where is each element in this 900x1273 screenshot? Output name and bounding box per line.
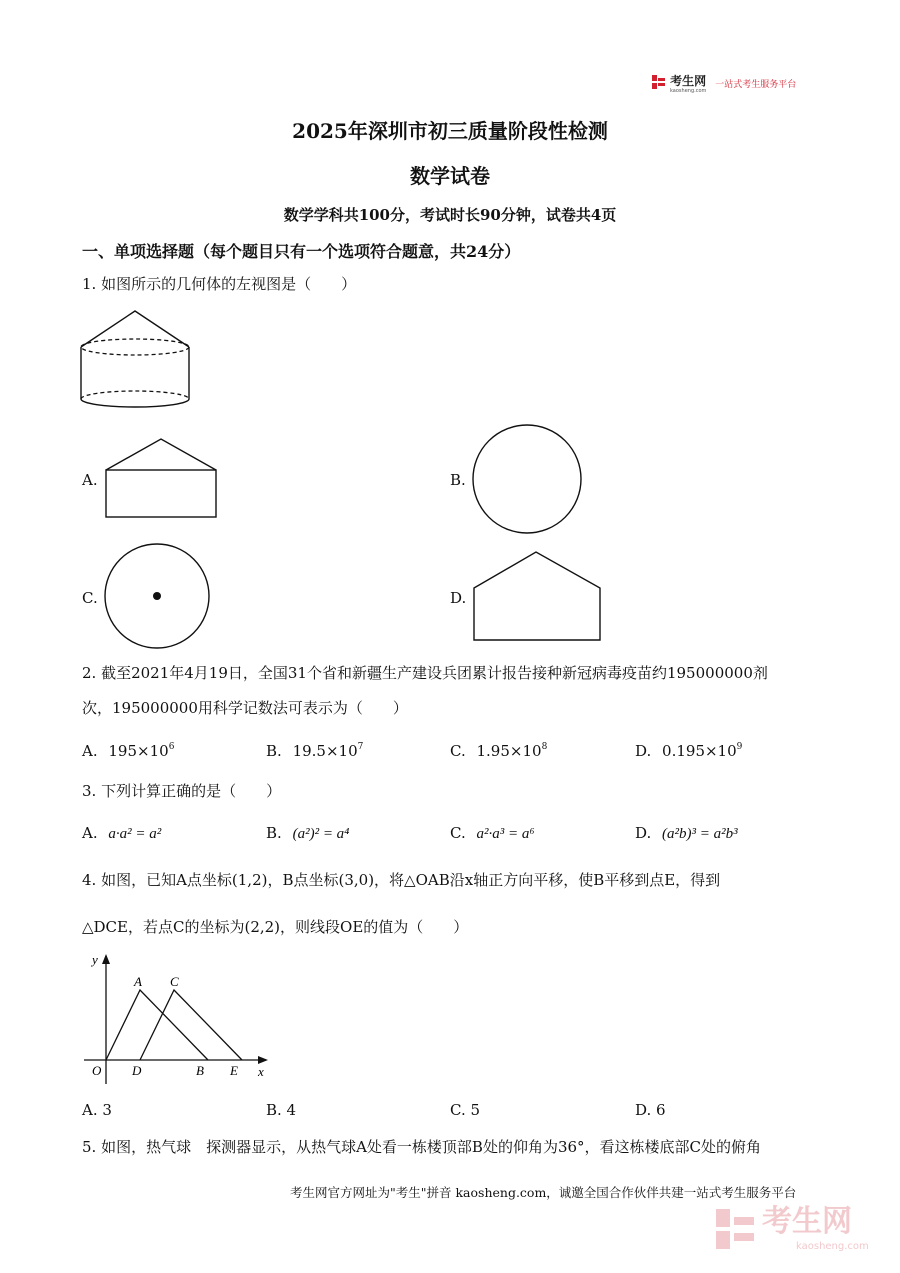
q1-solid-figure — [76, 306, 200, 414]
q4-option-d[interactable]: D. 6 — [635, 1101, 666, 1119]
q1-option-d-figure[interactable] — [470, 548, 606, 644]
question-5: 5. 如图，热气球 探测器显示，从热气球A处看一栋楼顶部B处的仰角为36°，看这栋楼底部C处的俯角 — [82, 1138, 762, 1156]
question-4-line-1: 4. 如图，已知A点坐标(1,2)，B点坐标(3,0)，将△OAB沿x轴正方向平移，使B平移到点E，得到 — [82, 871, 721, 889]
question-2-line-2: 次，195000000用科学记数法可表示为（ ） — [82, 699, 408, 717]
exam-title: 2025年深圳市初三质量阶段性检测 — [292, 119, 608, 143]
q4-option-a[interactable]: A. 3 — [82, 1101, 112, 1119]
q2-option-d-base: 0.195×10 — [662, 742, 737, 760]
exam-info: 数学学科共100分，考试时长90分钟，试卷共4页 — [283, 206, 617, 224]
section-heading: 一、单项选择题（每个题目只有一个选项符合题意，共24分） — [82, 242, 521, 261]
logo-mark-icon — [652, 74, 665, 90]
question-2-line-1: 2. 截至2021年4月19日，全国31个省和新疆生产建设兵团累计报告接种新冠病毒疫苗约195000000剂 — [82, 664, 768, 682]
question-1: 1. 如图所示的几何体的左视图是（ ） — [82, 275, 357, 293]
q2-option-c[interactable] — [450, 741, 547, 761]
axis-y-label: y — [92, 952, 98, 967]
q3-option-b-label: B. — [266, 824, 282, 842]
exam-subtitle: 数学试卷 — [410, 164, 490, 188]
watermark-text: 考生网 — [762, 1204, 852, 1239]
point-a-label: A — [134, 974, 142, 989]
q3-option-b[interactable] — [266, 823, 349, 844]
q2-option-b-base: 19.5×10 — [292, 742, 358, 760]
logo-domain: kaosheng.com — [670, 88, 707, 94]
watermark-domain: kaosheng.com — [796, 1241, 869, 1252]
q1-option-c-label[interactable]: C. — [82, 589, 98, 607]
q3-option-d[interactable] — [635, 823, 738, 844]
q3-option-d-label: D. — [635, 824, 652, 842]
q1-option-a-figure[interactable] — [102, 436, 222, 522]
question-3: 3. 下列计算正确的是（ ） — [82, 782, 282, 800]
q2-option-b-exp: 7 — [357, 742, 364, 752]
q2-option-a-base: 195×10 — [108, 742, 169, 760]
q3-option-a-label: A. — [82, 824, 98, 842]
q4-option-c[interactable]: C. 5 — [450, 1101, 481, 1119]
axis-x-label: x — [258, 1064, 264, 1079]
logo-text: 考生网 — [670, 74, 707, 88]
q1-option-d-label[interactable]: D. — [450, 589, 467, 607]
point-c-label: C — [170, 974, 179, 989]
q3-option-a-expr: a·a² = a² — [108, 826, 162, 842]
logo-tagline: 一站式考生服务平台 — [715, 80, 797, 90]
point-e-label: E — [230, 1063, 238, 1078]
q3-option-d-expr: (a²b)³ = a²b³ — [662, 826, 738, 842]
q2-option-a[interactable] — [82, 741, 174, 761]
q3-option-c-label: C. — [450, 824, 466, 842]
question-4-line-2: △DCE，若点C的坐标为(2,2)，则线段OE的值为（ ） — [82, 918, 469, 936]
q1-option-a-label[interactable]: A. — [82, 471, 98, 489]
q4-option-b[interactable]: B. 4 — [266, 1101, 297, 1119]
q2-option-b-label: B. — [266, 742, 282, 760]
point-d-label: D — [132, 1063, 142, 1078]
footer-text: 考生网官方网址为"考生"拼音 kaosheng.com，诚邀全国合作伙伴共建一站式考生服务平台 — [290, 1185, 797, 1200]
q2-option-c-base: 1.95×10 — [476, 742, 542, 760]
q2-option-a-label: A. — [82, 742, 98, 760]
q3-option-c-expr: a²·a³ = a⁶ — [476, 826, 535, 842]
q3-option-c[interactable] — [450, 823, 535, 844]
q3-option-a[interactable] — [82, 823, 161, 844]
q3-option-b-expr: (a²)² = a⁴ — [292, 826, 350, 842]
q2-option-b[interactable] — [266, 741, 363, 761]
q2-option-c-label: C. — [450, 742, 466, 760]
q1-option-c-figure[interactable] — [102, 542, 214, 652]
q2-option-d-label: D. — [635, 742, 652, 760]
q2-option-a-exp: 6 — [168, 742, 175, 752]
footer-watermark — [716, 1205, 886, 1257]
q1-option-b-figure[interactable] — [470, 423, 586, 537]
q2-option-d-exp: 9 — [736, 742, 743, 752]
q2-option-c-exp: 8 — [541, 742, 548, 752]
point-b-label: B — [196, 1063, 204, 1078]
watermark-logo-icon — [716, 1207, 756, 1253]
q1-option-b-label[interactable]: B. — [450, 471, 466, 489]
point-o-label: O — [92, 1063, 102, 1078]
q2-option-d[interactable] — [635, 741, 742, 761]
q4-coordinate-figure — [78, 950, 278, 1092]
